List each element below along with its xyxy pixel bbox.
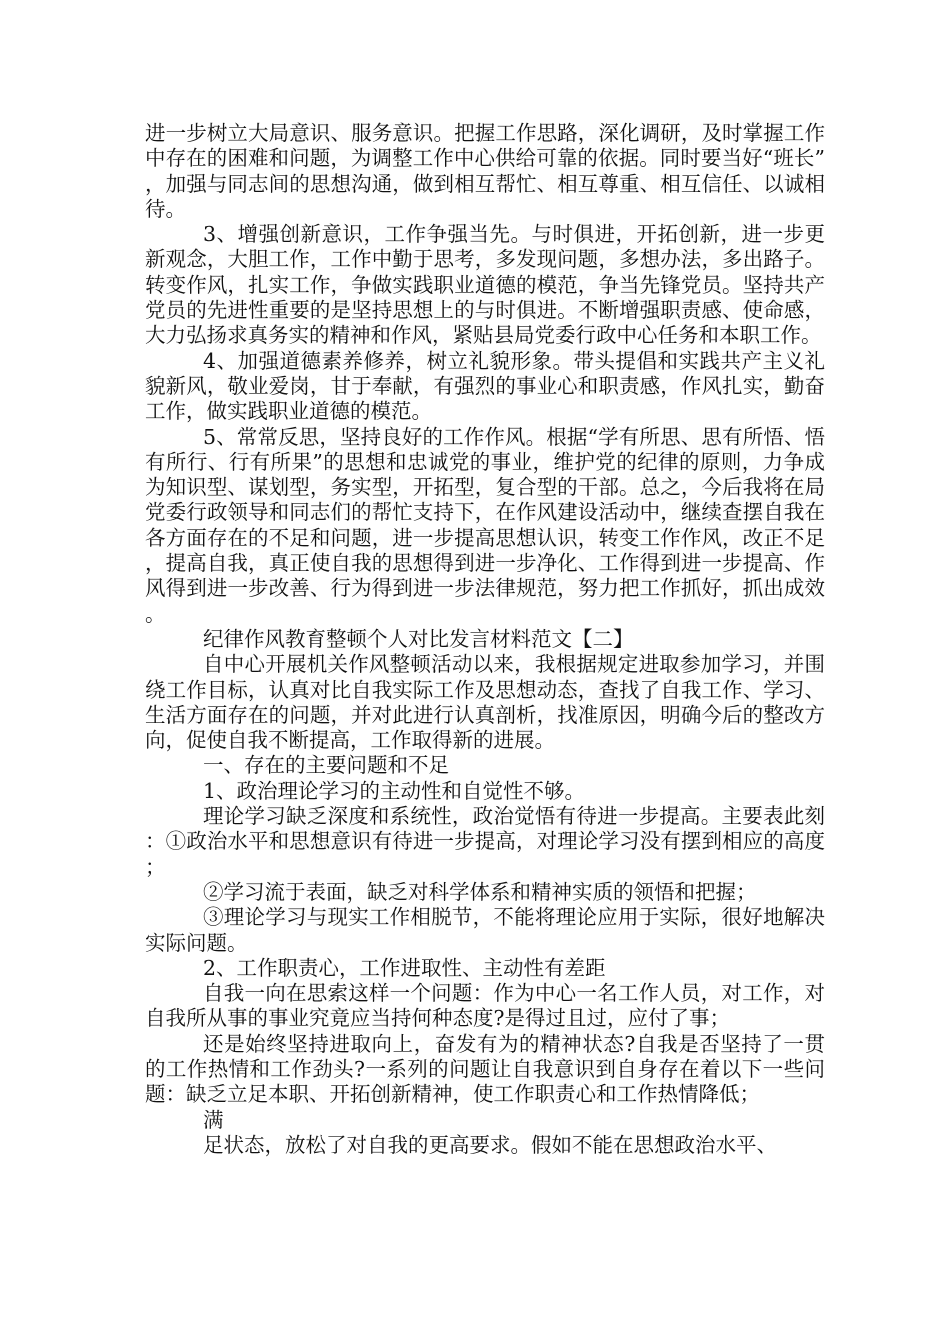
paragraph: ②学习流于表面，缺乏对科学体系和精神实质的领悟和把握；	[203, 879, 757, 904]
paragraph: 自中心开展机关作风整顿活动以来，我根据规定进取参加学习，并围绕工作目标，认真对比自我实际工作及思想动态，查找了自我工作、学习、生活方面存在的问题，并对此进行认真剖析，找准原因，明确今后的整改方向，促使自我不断提高，工作取得新的进展。	[145, 652, 825, 753]
section-heading: 纪律作风教育整顿个人对比发言材料范文【二】	[203, 626, 634, 651]
paragraph: 足状态，放松了对自我的更高要求。假如不能在思想政治水平、	[203, 1132, 777, 1157]
list-item-heading: 2、工作职责心，工作进取性、主动性有差距	[203, 955, 606, 980]
document-body	[145, 121, 825, 1158]
paragraph: 自我一向在思索这样一个问题：作为中心一名工作人员，对工作，对自我所从事的事业究竟应当持何种态度?是得过且过，应付了事；	[145, 981, 825, 1031]
paragraph: 满	[203, 1107, 224, 1132]
paragraph: 理论学习缺乏深度和系统性，政治觉悟有待进一步提高。主要表此刻：①政治水平和思想意识有待进一步提高，对理论学习没有摆到相应的高度；	[145, 804, 825, 879]
paragraph: ③理论学习与现实工作相脱节，不能将理论应用于实际，很好地解决实际问题。	[145, 905, 825, 955]
paragraph: 进一步树立大局意识、服务意识。把握工作思路，深化调研，及时掌握工作中存在的困难和问题，为调整工作中心供给可靠的依据。同时要当好“班长”，加强与同志间的思想沟通，做到相互帮忙、相互尊重、相互信任、以诚相待。	[145, 121, 825, 221]
paragraph: 5、常常反思，坚持良好的工作作风。根据“学有所思、思有所悟、悟有所行、行有所果”的思想和忠诚党的事业，维护党的纪律的原则，力争成为知识型、谋划型，务实型，开拓型，复合型的干部。总之，今后我将在局党委行政领导和同志们的帮忙支持下，在作风建设活动中，继续查摆自我在各方面存在的不足和问题，进一步提高思想认识，转变工作作风，改正不足，提高自我，真正使自我的思想得到进一步净化、工作得到进一步提高、作风得到进一步改善、行为得到进一步法律规范，努力把工作抓好，抓出成效。	[145, 424, 825, 626]
list-item-heading: 1、政治理论学习的主动性和自觉性不够。	[203, 778, 586, 803]
paragraph: 4、加强道德素养修养，树立礼貌形象。带头提倡和实践共产主义礼貌新风，敬业爱岗，甘于奉献，有强烈的事业心和职责感，作风扎实，勤奋工作，做实践职业道德的模范。	[145, 348, 825, 424]
paragraph: 还是始终坚持进取向上，奋发有为的精神状态?自我是否坚持了一贯的工作热情和工作劲头?一系列的问题让自我意识到自身存在着以下一些问题：缺乏立足本职、开拓创新精神，使工作职责心和工作热情降低；	[145, 1031, 825, 1107]
paragraph: 3、增强创新意识，工作争强当先。与时俱进，开拓创新，进一步更新观念，大胆工作，工作中勤于思考，多发现问题，多想办法，多出路子。转变作风，扎实工作，争做实践职业道德的模范，争当先锋党员。坚持共产党员的先进性重要的是坚持思想上的与时俱进。不断增强职责感、使命感，大力弘扬求真务实的精神和作风，紧贴县局党委行政中心任务和本职工作。	[145, 222, 825, 348]
subsection-heading: 一、存在的主要问题和不足	[203, 753, 449, 778]
